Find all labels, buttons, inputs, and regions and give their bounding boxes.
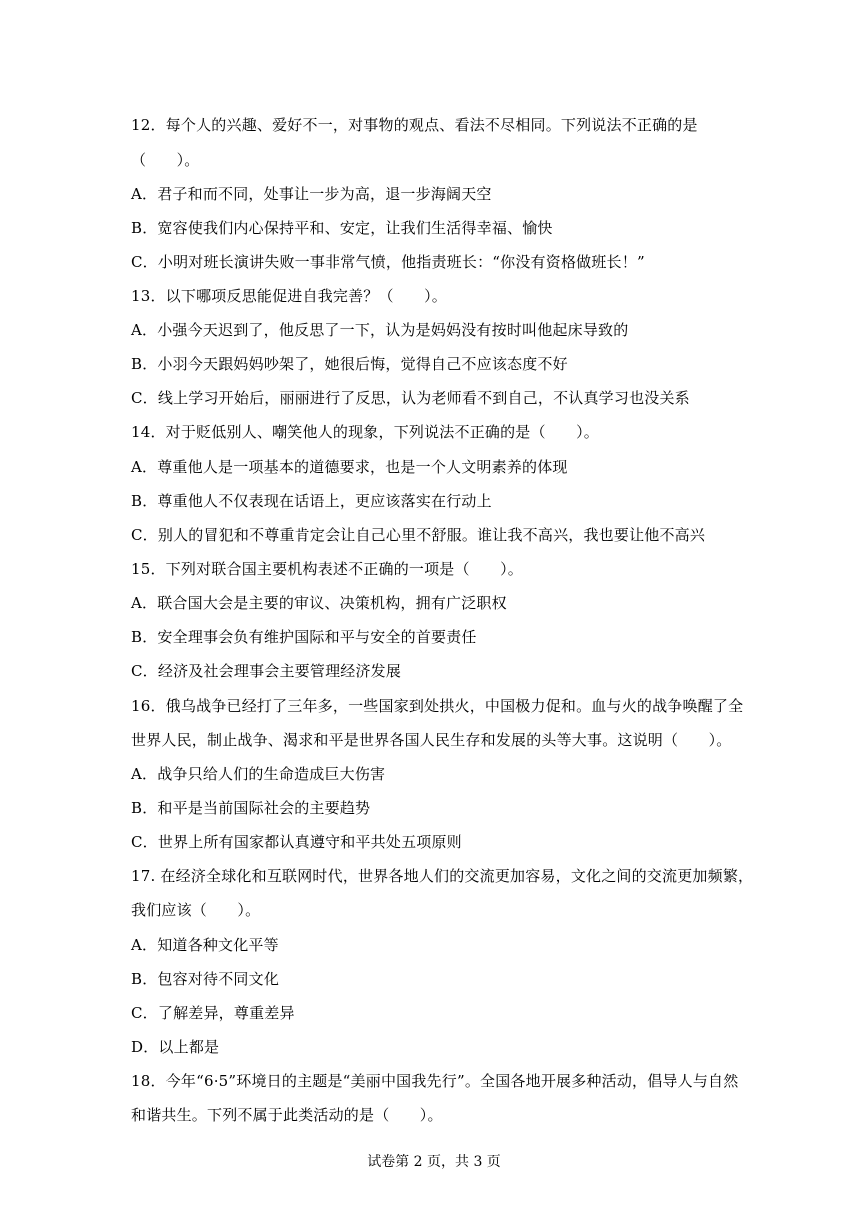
question-13-option-c: C．线上学习开始后，丽丽进行了反思，认为老师看不到自己，不认真学习也没关系 bbox=[131, 389, 690, 407]
question-15-option-b: B．安全理事会负有维护国际和平与安全的首要责任 bbox=[131, 628, 477, 646]
question-13-option-b: B．小羽今天跟妈妈吵架了，她很后悔，觉得自己不应该态度不好 bbox=[131, 355, 568, 373]
question-17-option-b: B．包容对待不同文化 bbox=[131, 970, 280, 988]
question-12-stem-line-2: （ ）。 bbox=[131, 151, 200, 169]
question-14-option-a: A．尊重他人是一项基本的道德要求，也是一个人文明素养的体现 bbox=[131, 458, 568, 476]
question-17-option-d: D．以上都是 bbox=[131, 1038, 220, 1056]
question-13-stem: 13．以下哪项反思能促进自我完善？（ ）。 bbox=[131, 287, 447, 305]
question-17-stem-line-1: 17. 在经济全球化和互联网时代，世界各地人们的交流更加容易，文化之间的交流更加频繁， bbox=[131, 867, 754, 885]
page-footer: 试卷第 2 页，共 3 页 bbox=[367, 1154, 501, 1170]
question-17-stem-line-2: 我们应该（ ）。 bbox=[131, 901, 261, 919]
question-18-stem-line-1: 18．今年“6·5”环境日的主题是“美丽中国我先行”。全国各地开展多种活动，倡导人与自然 bbox=[131, 1072, 739, 1090]
question-12-option-c: C．小明对班长演讲失败一事非常气愤，他指责班长：“你没有资格做班长！” bbox=[131, 253, 645, 271]
question-15-stem: 15．下列对联合国主要机构表述不正确的一项是（ ）。 bbox=[131, 560, 523, 578]
question-16-option-a: A．战争只给人们的生命造成巨大伤害 bbox=[131, 765, 386, 783]
question-12-option-b: B．宽容使我们内心保持平和、安定，让我们生活得幸福、愉快 bbox=[131, 219, 553, 237]
question-12-stem-line-1: 12．每个人的兴趣、爱好不一，对事物的观点、看法不尽相同。下列说法不正确的是 bbox=[131, 116, 698, 134]
question-14-option-b: B．尊重他人不仅表现在话语上，更应该落实在行动上 bbox=[131, 492, 492, 510]
question-17-option-c: C．了解差异，尊重差异 bbox=[131, 1004, 295, 1022]
question-13-option-a: A．小强今天迟到了，他反思了一下，认为是妈妈没有按时叫他起床导致的 bbox=[131, 321, 629, 339]
question-16-stem-line-2: 世界人民，制止战争、渴求和平是世界各国人民生存和发展的头等大事。这说明（ ）。 bbox=[131, 731, 732, 749]
question-16-option-b: B．和平是当前国际社会的主要趋势 bbox=[131, 799, 371, 817]
question-16-option-c: C．世界上所有国家都认真遵守和平共处五项原则 bbox=[131, 833, 462, 851]
question-12-option-a: A．君子和而不同，处事让一步为高，退一步海阔天空 bbox=[131, 185, 492, 203]
question-18-stem-line-2: 和谐共生。下列不属于此类活动的是（ ）。 bbox=[131, 1106, 443, 1124]
question-15-option-c: C．经济及社会理事会主要管理经济发展 bbox=[131, 662, 402, 680]
question-15-option-a: A．联合国大会是主要的审议、决策机构，拥有广泛职权 bbox=[131, 594, 507, 612]
question-14-stem: 14．对于贬低别人、嘲笑他人的现象，下列说法不正确的是（ ）。 bbox=[131, 423, 599, 441]
question-16-stem-line-1: 16．俄乌战争已经打了三年多，一些国家到处拱火，中国极力促和。血与火的战争唤醒了全 bbox=[131, 697, 744, 715]
question-14-option-c: C．别人的冒犯和不尊重肯定会让自己心里不舒服。谁让我不高兴，我也要让他不高兴 bbox=[131, 526, 706, 544]
question-17-option-a: A．知道各种文化平等 bbox=[131, 936, 279, 954]
